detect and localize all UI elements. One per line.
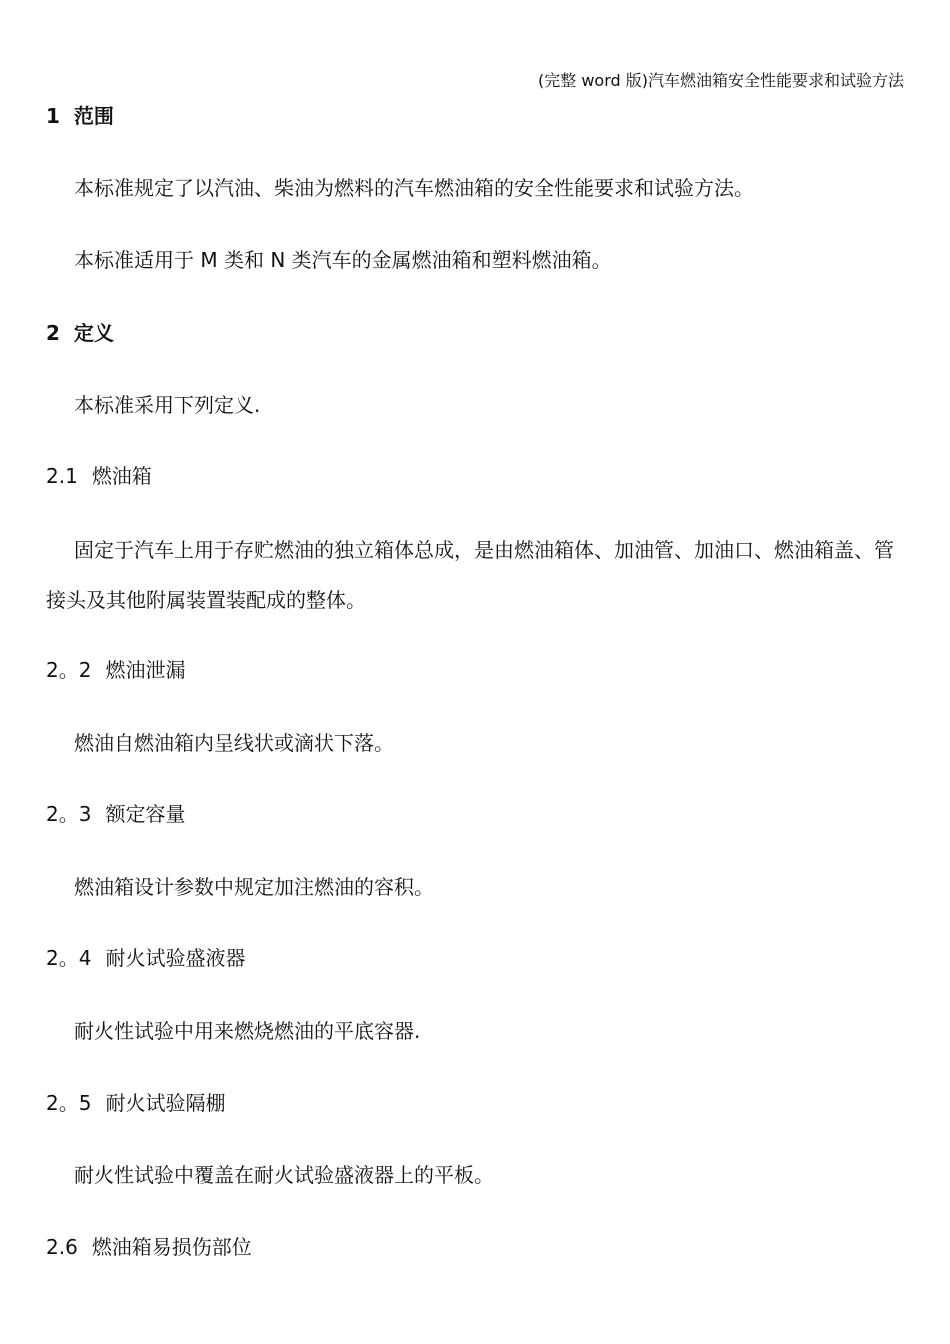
subsection-title: 耐火试验盛液器 xyxy=(105,946,246,970)
paragraph: 燃油箱设计参数中规定加注燃油的容积。 xyxy=(74,875,434,899)
subsection-number: 2。3 xyxy=(46,802,92,826)
subsection-number: 2。4 xyxy=(46,946,92,970)
subsection-title: 燃油箱 xyxy=(91,464,152,488)
subsection-number: 2。5 xyxy=(46,1091,92,1115)
section-number: 2 xyxy=(46,321,60,345)
section-title: 定义 xyxy=(73,321,114,345)
subsection-heading-2-5 xyxy=(46,1090,225,1116)
subsection-title: 耐火试验隔棚 xyxy=(105,1091,226,1115)
paragraph: 燃油自燃油箱内呈线状或滴状下落。 xyxy=(74,731,394,755)
running-header: (完整 word 版)汽车燃油箱安全性能要求和试验方法 xyxy=(538,71,904,90)
subsection-heading-2-3 xyxy=(46,801,185,827)
paragraph: 耐火性试验中覆盖在耐火试验盛液器上的平板。 xyxy=(74,1163,494,1187)
paragraph: 本标准规定了以汽油、柴油为燃料的汽车燃油箱的安全性能要求和试验方法。 xyxy=(74,176,754,200)
section-number: 1 xyxy=(46,104,60,128)
subsection-heading-2-6 xyxy=(46,1234,252,1260)
subsection-number: 2.6 xyxy=(46,1235,78,1259)
paragraph: 固定于汽车上用于存贮燃油的独立箱体总成，是由燃油箱体、加油管、加油口、燃油箱盖、管接头及其他附属装置装配成的整体。 xyxy=(46,538,894,612)
paragraph: 耐火性试验中用来燃烧燃油的平底容器. xyxy=(74,1019,421,1043)
subsection-title: 燃油箱易损伤部位 xyxy=(91,1235,252,1259)
subsection-heading-2-2 xyxy=(46,657,185,683)
paragraph: 本标准采用下列定义. xyxy=(74,393,261,417)
section-heading-1 xyxy=(46,103,114,129)
subsection-number: 2.1 xyxy=(46,464,78,488)
subsection-heading-2-4 xyxy=(46,945,245,971)
subsection-title: 额定容量 xyxy=(105,802,186,826)
subsection-heading-2-1 xyxy=(46,463,152,489)
subsection-title: 燃油泄漏 xyxy=(105,658,186,682)
section-title: 范围 xyxy=(73,104,114,128)
section-heading-2 xyxy=(46,320,114,346)
paragraph: 本标准适用于 M 类和 N 类汽车的金属燃油箱和塑料燃油箱。 xyxy=(74,248,612,272)
subsection-number: 2。2 xyxy=(46,658,92,682)
